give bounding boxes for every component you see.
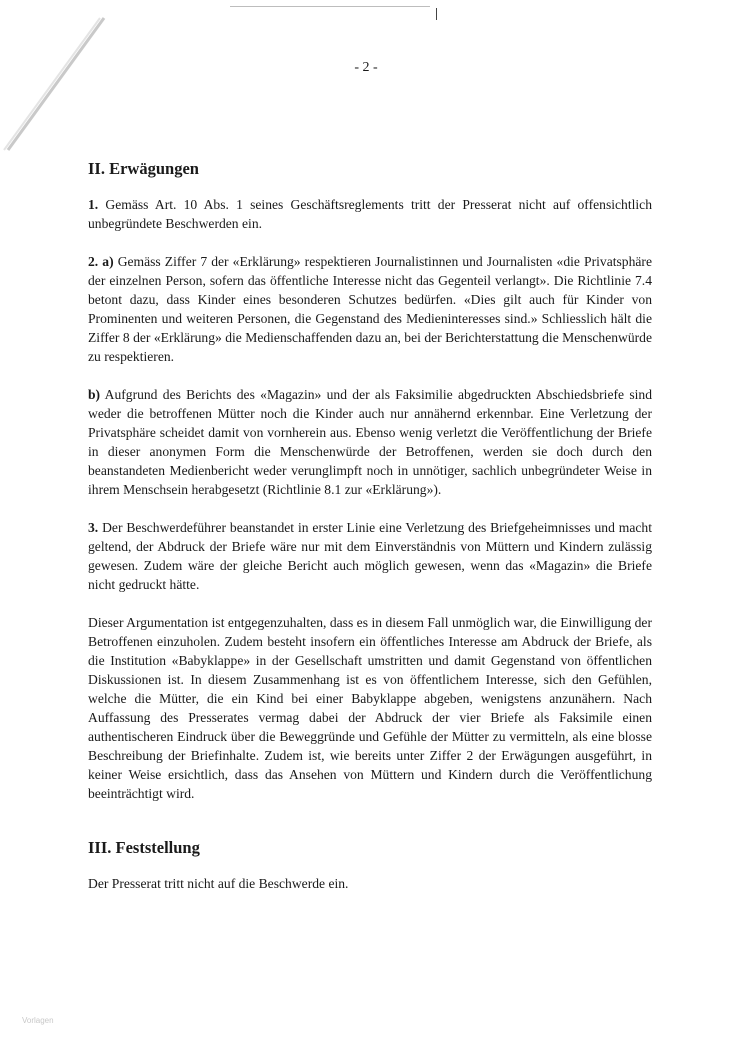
paragraph-text: Der Beschwerdeführer beanstandet in erster Linie eine Verletzung des Briefgeheimnisses und macht geltend, der Abdruck der Briefe wäre nur mit dem Einverständnis von Müttern und Kindern zulässig gewesen. Zudem wäre der gleiche Bericht auch möglich gewesen, wenn das «Magazin» die Briefe nicht gedruckt hätte. [88, 520, 652, 592]
paragraph-4: Dieser Argumentation ist entgegenzuhalten, dass es in diesem Fall unmöglich war, die Einwilligung der Betroffenen einzuholen. Zudem besteht insofern ein öffentliches Interesse am Abdruck der Briefe, als die Institution «Babyklappe» in der Gesellschaft umstritten und damit Gegenstand von öffentlichen Diskussionen ist. In diesem Zusammenhang ist es von öffentlichem Interesse, sich den Gefühlen, welche die Mütter, die ein Kind bei einer Babyklappe abgeben, wenigstens anzunähern. Nach Auffassung des Presserates vermag dabei der Abdruck der vier Briefe als Faksimile einen authentischeren Eindruck über die Beweggründe und Gefühle der Mütter zu vermitteln, als eine blosse Beschreibung der Briefinhalte. Zudem ist, wie bereits unter Ziffer 2 der Erwägungen ausgeführt, in keiner Weise ersichtlich, dass das Ansehen von Müttern und Kindern durch die Veröffentlichung beeinträchtigt wird. [88, 615, 652, 801]
paragraph-3 [88, 518, 652, 594]
scan-tick-mark [436, 8, 437, 20]
paragraph-1 [88, 195, 652, 233]
paragraph-feststellung: Der Presserat tritt nicht auf die Beschwerde ein. [88, 876, 349, 891]
scan-edge-line [230, 6, 430, 7]
paper-crease-mark [0, 0, 120, 160]
paragraph-2a [88, 252, 652, 366]
section-heading-erwaegungen: II. Erwägungen [88, 159, 199, 178]
paragraph-text: Gemäss Art. 10 Abs. 1 seines Geschäftsreglements tritt der Presserat nicht auf offensichtlich unbegründete Beschwerden ein. [88, 197, 652, 231]
paragraph-number: b) [88, 387, 101, 402]
page-number: - 2 - [354, 60, 378, 75]
paragraph-number: 2. a) [88, 254, 114, 269]
section-heading-feststellung: III. Feststellung [88, 838, 200, 857]
paragraph-number: 1. [88, 197, 99, 212]
paragraph-text: Aufgrund des Berichts des «Magazin» und der als Faksimilie abgedruckten Abschiedsbriefe sind weder die betroffenen Mütter noch die Kinder auch nur annähernd erkennbar. Eine Verletzung der Privatsphäre scheidet damit von vornherein aus. Ebenso wenig verletzt die Veröffentlichung der Briefe in dieser anonymen Form die Menschenwürde der Betroffenen, werden sie doch durch den beanstandeten Medienbericht weder verunglimpft noch in unnötiger, sachlich unbegründeter Weise in ihrem Menschsein herabgesetzt (Richtlinie 8.1 zur «Erklärung»). [88, 387, 652, 497]
paragraph-number: 3. [88, 520, 99, 535]
watermark-text: Vorlagen [22, 1016, 54, 1025]
document-body [88, 158, 652, 893]
paragraph-text: Gemäss Ziffer 7 der «Erklärung» respektieren Journalistinnen und Journalisten «die Privatsphäre der einzelnen Person, sofern das öffentliche Interesse nicht das Gegenteil verlangt». Die Richtlinie 7.4 betont dazu, dass Kinder eines besonderen Schutzes bedürfen. «Dies gilt auch für Kinder von Prominenten und weiteren Personen, die Gegenstand des Medieninteresses sind.» Schliesslich hält die Ziffer 8 der «Erklärung» die Medienschaffenden dazu an, bei der Berichterstattung die Menschenwürde zu respektieren. [88, 254, 652, 364]
paragraph-2b [88, 385, 652, 499]
